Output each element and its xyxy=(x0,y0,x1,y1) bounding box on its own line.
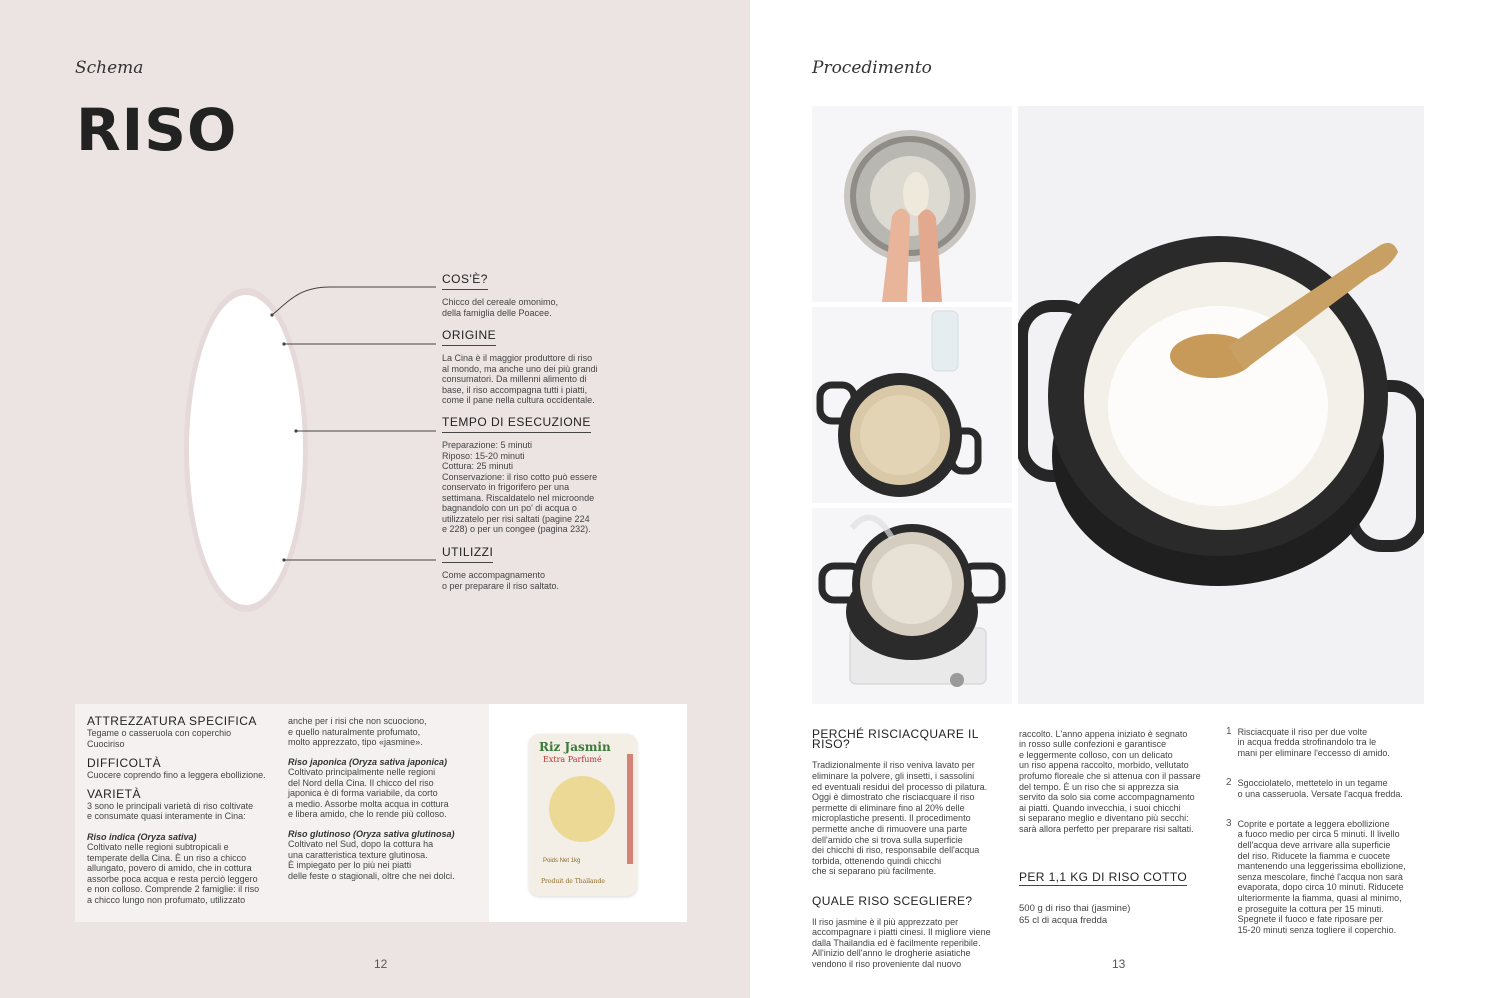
details-column-1 xyxy=(87,715,282,905)
photo-raw-rice-in-pot xyxy=(812,307,1012,503)
new-harvest-text: raccolto. L'anno appena iniziato è segnato in rosso sulle confezioni e garantisce e leggermente colloso, con un delicato un riso appena raccolto, morbido, vellutato profumo floreale che si attenua con il passare del tempo. È un riso che si apprezza sia servito da solo sia come accompagnamento ai piatti. Quando invecchia, i suoi chicchi si separano meglio e diventano più secchi: sarà allora perfetto per preparare risi saltati. xyxy=(1019,728,1201,834)
package-origin: Produit de Thaïlande xyxy=(541,878,605,885)
attrezzatura-heading: ATTREZZATURA SPECIFICA xyxy=(87,714,257,728)
which-rice-heading: QUALE RISO SCEGLIERE? xyxy=(812,893,973,908)
ingredients-text: 500 g di riso thai (jasmine) 65 cl di acqua fredda xyxy=(1019,902,1131,927)
rice-package-photo xyxy=(489,704,687,922)
photo-rinsing-rice xyxy=(812,106,1012,302)
info-text: La Cina è il maggior produttore di riso al mondo, ma anche uno dei più grandi consumatori. Da millenni alimento di base, il riso accompagna tutti i piatti, come il pane nella cultura occidentale. xyxy=(442,353,598,405)
glutinoso-text: Coltivato nel Sud, dopo la cottura ha una caratteristica texture glutinosa. È impiegato per lo più nei piatti delle feste o stagionali, oltre che nei dolci. xyxy=(288,839,455,881)
steps-column xyxy=(1226,716,1432,946)
package-emblem xyxy=(549,776,615,842)
rice-bag xyxy=(529,734,637,896)
details-box xyxy=(75,704,687,922)
japonica-text: Coltivato principalmente nelle regioni del Nord della Cina. Il chicco del riso japonica è di forma variabile, da corto a medio. Assorbe molta acqua in cottura e libera amido, che lo rende più colloso. xyxy=(288,767,449,819)
package-label-brand: Riz Jasmin xyxy=(539,740,611,754)
why-rinse-heading: PERCHÉ RISCIACQUARE IL RISO? xyxy=(812,726,979,752)
attrezzatura-text: Tegame o casseruola con coperchio Cuociriso xyxy=(87,728,232,749)
info-heading: TEMPO DI ESECUZIONE xyxy=(442,415,591,433)
step-3 xyxy=(1226,819,1432,936)
step-text: Risciacquate il riso per due volte in acqua fredda strofinandolo tra le mani per eliminare l'eccesso di amido. xyxy=(1237,726,1390,758)
page-number-left: 12 xyxy=(374,957,388,971)
info-cose xyxy=(442,270,622,318)
why-rinse-text: Tradizionalmente il riso veniva lavato per eliminare la polvere, gli insetti, i sassolini ed eventuali residui del processo di pilatura. Oggi è dimostrato che risciacquare il riso permette di eliminare fino al 20% delle microplastiche presenti. Il procedimento permette anche di rimuovere una parte dell'amido che si trova sulla superficie dei chicchi di riso, responsabile dell'acqua torbida, ottenendo quindi chicchi che si separano più facilmente. xyxy=(812,760,988,877)
col2-intro: anche per i risi che non scuociono, e quello naturalmente profumato, molto apprezzato, tipo «jasmine». xyxy=(288,716,427,747)
section-label-procedimento: Procedimento xyxy=(812,58,932,78)
rice-grain-diagram xyxy=(170,260,470,620)
info-origine xyxy=(442,326,622,406)
leader-line-cose xyxy=(272,287,436,315)
info-heading: UTILIZZI xyxy=(442,545,493,563)
info-utilizzi xyxy=(442,543,622,591)
step-text: Coprite e portate a leggera ebollizione a fuoco medio per circa 5 minuti. Il livello dell'acqua deve arrivare alla superficie del riso. Riducete la fiamma e cuocete mantenendo una leggerissima ebollizione, senza mescolare, finché l'acqua non sarà evaporata, dopo circa 10 minuti. Riducete ulteriormente la fiamma, quasi al minimo, e proseguite la cottura per 15 minuti. Spegnete il fuoco e fate riposare per 15-20 minuti senza togliere il coperchio. xyxy=(1237,818,1406,935)
info-text: Come accompagnamento o per preparare il riso saltato. xyxy=(442,570,560,591)
indica-title: Riso indica (Oryza sativa) xyxy=(87,831,197,842)
quantity-heading: PER 1,1 KG DI RISO COTTO xyxy=(1019,872,1187,887)
details-column-2 xyxy=(288,716,483,881)
package-red-stripe xyxy=(627,754,633,864)
step-number: 3 xyxy=(1226,817,1232,829)
info-text: Chicco del cereale omonimo, della famiglia delle Poacee. xyxy=(442,297,559,318)
text-column-1 xyxy=(812,718,1016,980)
page-title: RISO xyxy=(76,96,238,164)
package-weight: Poids Net 1kg xyxy=(543,858,581,864)
glutinoso-title: Riso glutinoso (Oryza sativa glutinosa) xyxy=(288,828,455,839)
japonica-title: Riso japonica (Oryza sativa japonica) xyxy=(288,756,448,767)
indica-text: Coltivato nelle regioni subtropicali e temperate della Cina. È un riso a chicco allungato, povero di amido, che in cottura assorbe poca acqua e resta perciò leggero e non colloso. Comprende 2 famiglie: il riso a chicco lungo non profumato, utilizzato xyxy=(87,842,260,905)
step-text: Sgocciolatelo, mettetelo in un tegame o una casseruola. Versate l'acqua fredda. xyxy=(1237,777,1403,799)
section-label-schema: Schema xyxy=(75,58,144,78)
photo-cooked-rice xyxy=(1018,106,1424,704)
varieta-text: 3 sono le principali varietà di riso coltivate e consumate quasi interamente in Cina: xyxy=(87,800,254,821)
info-heading: COS'È? xyxy=(442,272,488,290)
photo-cooking-rice xyxy=(812,508,1012,704)
step-number: 1 xyxy=(1226,725,1232,737)
text-column-2 xyxy=(1019,718,1223,939)
varieta-heading: VARIETÀ xyxy=(87,786,141,801)
right-page xyxy=(750,0,1500,998)
info-text: Preparazione: 5 minuti Riposo: 15-20 minuti Cottura: 25 minuti Conservazione: il riso cotto può essere conservato in frigorifero per una settimana. Riscaldatelo nel microonde bagnandolo con un po' di acqua o utilizzatelo per risi saltati (pagine 224 e 228) o per un congee (pagina 232). xyxy=(442,440,598,534)
difficolta-heading: DIFFICOLTÀ xyxy=(87,756,162,770)
info-heading: ORIGINE xyxy=(442,328,496,346)
step-1 xyxy=(1226,727,1432,759)
page-number-right: 13 xyxy=(1112,957,1126,971)
rice-grain xyxy=(189,295,303,605)
package-label-subtitle: Extra Parfumé xyxy=(543,755,602,764)
difficolta-text: Cuocere coprendo fino a leggera ebollizione. xyxy=(87,770,266,780)
which-rice-text: Il riso jasmine è il più apprezzato per accompagnare i piatti cinesi. Il migliore viene dalla Thailandia ed è facilmente reperibile. All'inizio dell'anno le drogherie asiatiche vendono il riso proveniente dal nuovo xyxy=(812,916,991,970)
info-tempo xyxy=(442,413,622,535)
step-number: 2 xyxy=(1226,776,1232,788)
step-2 xyxy=(1226,778,1432,799)
